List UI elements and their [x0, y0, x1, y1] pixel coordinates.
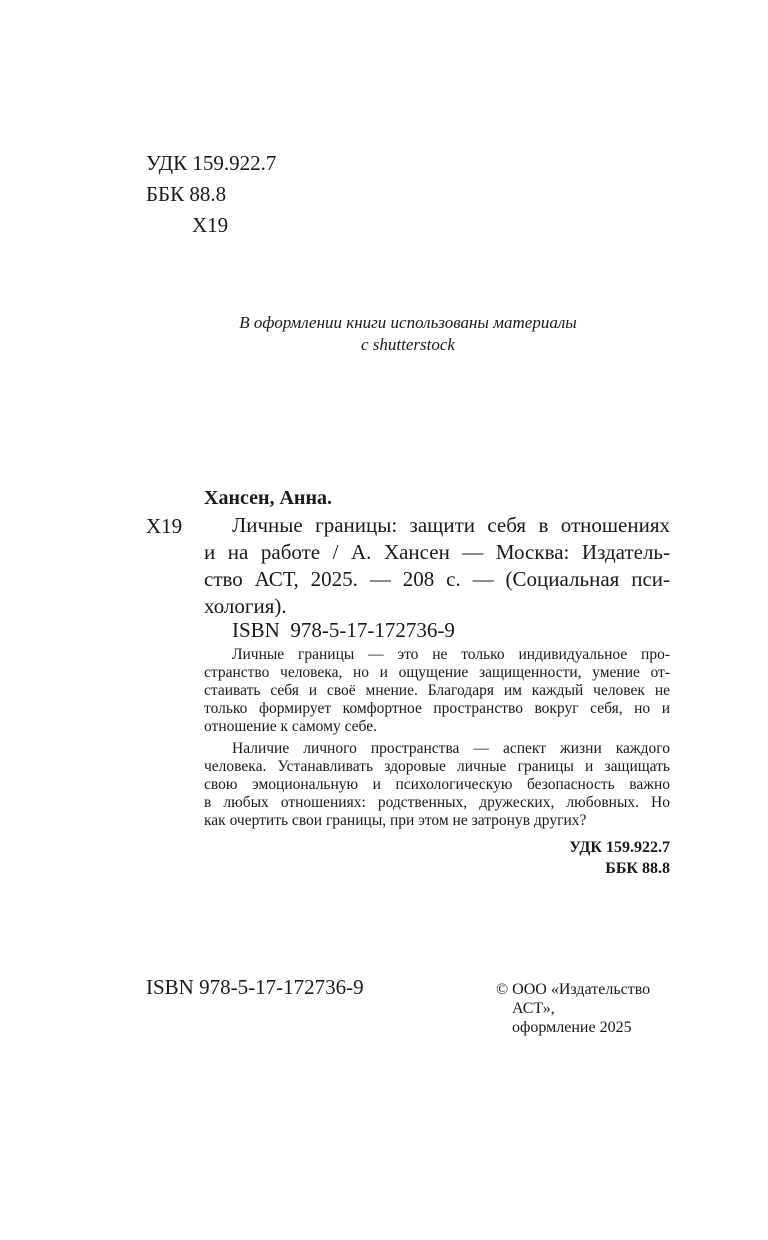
image-credit-line-2: с shutterstock: [361, 335, 455, 354]
annotation-line: человека. Устанавливать здоровые личные границы и защищать: [204, 758, 670, 775]
annotation-line: свою эмоциональную и психологическую безопасность важно: [204, 776, 670, 793]
copyright-line-1: © ООО «Издательство: [496, 981, 651, 998]
annotation-line: Наличие личного пространства — аспект жизни каждого: [232, 740, 670, 757]
annotation-line: как очертить свои границы, при этом не затронув других?: [204, 812, 587, 829]
annotation-line: странство человека, но и ощущение защищенности, умение от-: [204, 664, 670, 681]
annotation-line: стаивать себя и своё мнение. Благодаря им каждый человек не: [204, 682, 670, 699]
annotation-line: только формирует комфортное пространство вокруг себя, но и: [204, 700, 670, 717]
bbk-code: ББК 88.8: [146, 182, 227, 206]
bibliographic-line-3: ство АСТ, 2025. — 208 с. — (Социальная пси-: [204, 567, 670, 591]
copyright-line-3: оформление 2025: [512, 1019, 632, 1036]
bibliographic-author-mark: Х19: [146, 514, 183, 538]
annotation-line: отношение к самому себе.: [204, 718, 377, 735]
annotation-line: в любых отношениях: родственных, дружеских, любовных. Но: [204, 794, 670, 811]
bibliographic-line-2: и на работе / А. Хансен — Москва: Издатель-: [204, 540, 670, 564]
bibliographic-author: Хансен, Анна.: [204, 487, 332, 509]
udk-code-right: УДК 159.922.7: [569, 839, 670, 856]
isbn-bottom: ISBN 978-5-17-172736-9: [146, 975, 364, 999]
bbk-code-right: ББК 88.8: [605, 860, 670, 877]
author-mark: Х19: [192, 213, 229, 237]
copyright-line-2: АСТ»,: [512, 1000, 555, 1017]
bibliographic-line-1: Личные границы: защити себя в отношениях: [232, 513, 670, 537]
isbn-main: ISBN 978-5-17-172736-9: [232, 618, 455, 642]
udk-code: УДК 159.922.7: [146, 151, 277, 175]
bibliographic-line-4: хология).: [204, 594, 287, 618]
image-credit-line-1: В оформлении книги использованы материалы: [239, 313, 577, 332]
annotation-line: Личные границы — это не только индивидуальное про-: [232, 646, 670, 663]
